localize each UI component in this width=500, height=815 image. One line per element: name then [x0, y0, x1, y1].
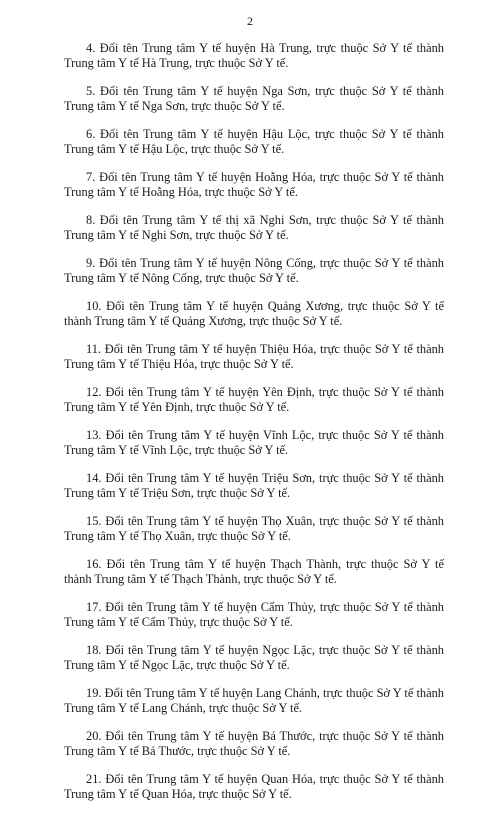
list-item: 21. Đổi tên Trung tâm Y tế huyện Quan Hóa, trực thuộc Sở Y tế thành Trung tâm Y tế Quan Hóa, trực thuộc Sở Y tế.: [64, 772, 444, 802]
list-item: 12. Đổi tên Trung tâm Y tế huyện Yên Định, trực thuộc Sở Y tế thành Trung tâm Y tế Yên Định, trực thuộc Sở Y tế.: [64, 385, 444, 415]
list-item: 17. Đổi tên Trung tâm Y tế huyện Cẩm Thủy, trực thuộc Sở Y tế thành Trung tâm Y tế Cẩm Thủy, trực thuộc Sở Y tế.: [64, 600, 444, 630]
list-item: 11. Đổi tên Trung tâm Y tế huyện Thiệu Hóa, trực thuộc Sở Y tế thành Trung tâm Y tế Thiệu Hóa, trực thuộc Sở Y tế.: [64, 342, 444, 372]
list-item: 7. Đổi tên Trung tâm Y tế huyện Hoằng Hóa, trực thuộc Sở Y tế thành Trung tâm Y tế Hoằng Hóa, trực thuộc Sở Y tế.: [64, 170, 444, 200]
list-item: 13. Đổi tên Trung tâm Y tế huyện Vĩnh Lộc, trực thuộc Sở Y tế thành Trung tâm Y tế Vĩnh Lộc, trực thuộc Sở Y tế.: [64, 428, 444, 458]
list-item: 18. Đổi tên Trung tâm Y tế huyện Ngọc Lặc, trực thuộc Sở Y tế thành Trung tâm Y tế Ngọc Lặc, trực thuộc Sở Y tế.: [64, 643, 444, 673]
document-body: [64, 41, 444, 815]
list-item: 14. Đổi tên Trung tâm Y tế huyện Triệu Sơn, trực thuộc Sở Y tế thành Trung tâm Y tế Triệu Sơn, trực thuộc Sở Y tế.: [64, 471, 444, 501]
page-number: 2: [247, 14, 253, 28]
list-item: 20. Đổi tên Trung tâm Y tế huyện Bá Thước, trực thuộc Sở Y tế thành Trung tâm Y tế Bá Thước, trực thuộc Sở Y tế.: [64, 729, 444, 759]
list-item: 6. Đổi tên Trung tâm Y tế huyện Hậu Lộc, trực thuộc Sở Y tế thành Trung tâm Y tế Hậu Lộc, trực thuộc Sở Y tế.: [64, 127, 444, 157]
list-item: 16. Đổi tên Trung tâm Y tế huyện Thạch Thành, trực thuộc Sở Y tế thành Trung tâm Y tế Thạch Thành, trực thuộc Sở Y tế.: [64, 557, 444, 587]
list-item: 19. Đổi tên Trung tâm Y tế huyện Lang Chánh, trực thuộc Sở Y tế thành Trung tâm Y tế Lang Chánh, trực thuộc Sở Y tế.: [64, 686, 444, 716]
list-item: 10. Đổi tên Trung tâm Y tế huyện Quảng Xương, trực thuộc Sở Y tế thành Trung tâm Y tế Quảng Xương, trực thuộc Sở Y tế.: [64, 299, 444, 329]
list-item: 15. Đổi tên Trung tâm Y tế huyện Thọ Xuân, trực thuộc Sở Y tế thành Trung tâm Y tế Thọ Xuân, trực thuộc Sở Y tế.: [64, 514, 444, 544]
list-item: 4. Đổi tên Trung tâm Y tế huyện Hà Trung, trực thuộc Sở Y tế thành Trung tâm Y tế Hà Trung, trực thuộc Sở Y tế.: [64, 41, 444, 71]
list-item: 9. Đổi tên Trung tâm Y tế huyện Nông Cống, trực thuộc Sở Y tế thành Trung tâm Y tế Nông Cống, trực thuộc Sở Y tế.: [64, 256, 444, 286]
list-item: 5. Đổi tên Trung tâm Y tế huyện Nga Sơn, trực thuộc Sở Y tế thành Trung tâm Y tế Nga Sơn, trực thuộc Sở Y tế.: [64, 84, 444, 114]
list-item: 8. Đổi tên Trung tâm Y tế thị xã Nghi Sơn, trực thuộc Sở Y tế thành Trung tâm Y tế Nghi Sơn, trực thuộc Sở Y tế.: [64, 213, 444, 243]
